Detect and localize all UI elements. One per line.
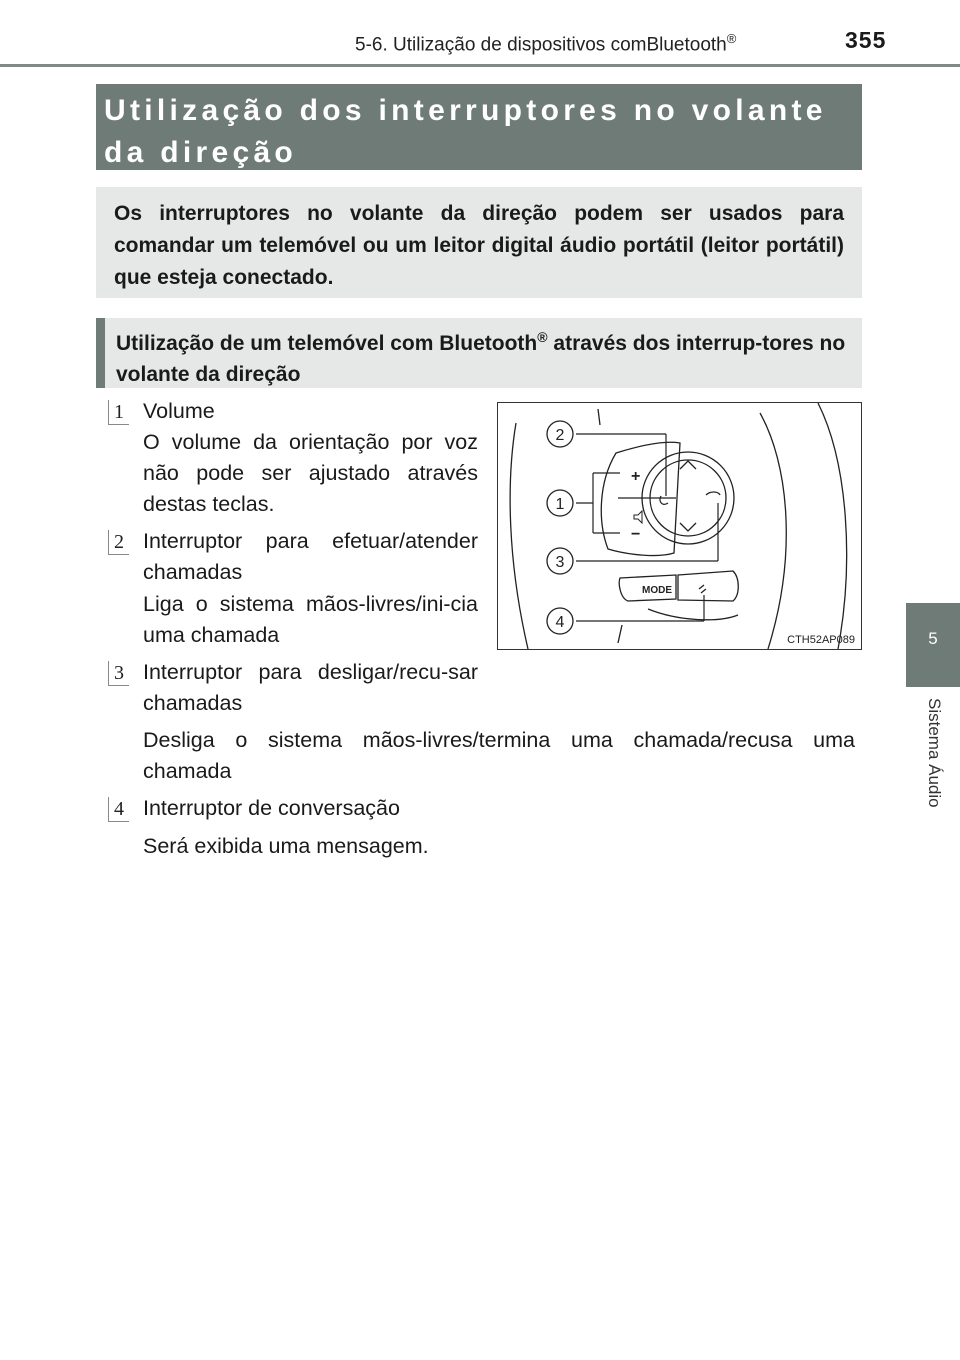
callout-3-label: 3 [555,554,565,571]
item-description-3: Desliga o sistema mãos-livres/termina uma chamada/recusa uma chamada [143,728,855,783]
chapter-label: Sistema Áudio [925,698,944,808]
callout-2-label: 2 [555,427,565,444]
item-label-3: Interruptor para desligar/recu-sar chamadas [143,660,478,715]
svg-text:+: + [631,468,641,485]
svg-text:−: − [631,526,641,543]
callout-4-label: 4 [555,614,565,631]
item-number-4: 4 [108,797,129,822]
item-label-1: Volume [143,399,215,423]
page-number: 355 [845,27,887,53]
callout-1-label: 1 [555,496,565,513]
header-divider [0,64,960,67]
intro-box [96,187,862,298]
chapter-tab [906,603,960,687]
item-number-1: 1 [108,400,129,425]
steering-switch-figure [497,402,862,650]
item-label-4: Interruptor de conversação [143,796,400,820]
item-description-2: Liga o sistema mãos-livres/ini-cia uma chamada [143,592,478,647]
page-header [0,0,960,70]
item-number-2: 2 [108,530,129,555]
mode-button-label: MODE [642,585,672,596]
steering-switch-illustration [498,403,861,649]
item-description-4: Será exibida uma mensagem. [143,834,429,858]
item-number-3: 3 [108,661,129,686]
chapter-number: 5 [928,629,938,648]
intro-text: Os interruptores no volante da direção podem ser usados para comandar um telemóvel ou um leitor digital áudio portátil (leitor portátil) que esteja conectado. [114,202,844,289]
figure-code: CTH52AP089 [787,634,855,646]
section-title: 5-6. Utilização de dispositivos comBluetooth® [355,31,737,56]
item-description-1: O volume da orientação por voz não pode ser ajustado através destas teclas. [143,430,478,516]
subsection-heading-box [96,318,862,388]
section-heading-box [96,84,862,170]
subsection-heading: Utilização de um telemóvel com Bluetooth® através dos interrup-tores no volante da direção [116,329,846,386]
item-label-2: Interruptor para efetuar/atender chamadas [143,529,478,584]
section-heading: Utilização dos interruptores no volante da direção [104,94,827,169]
